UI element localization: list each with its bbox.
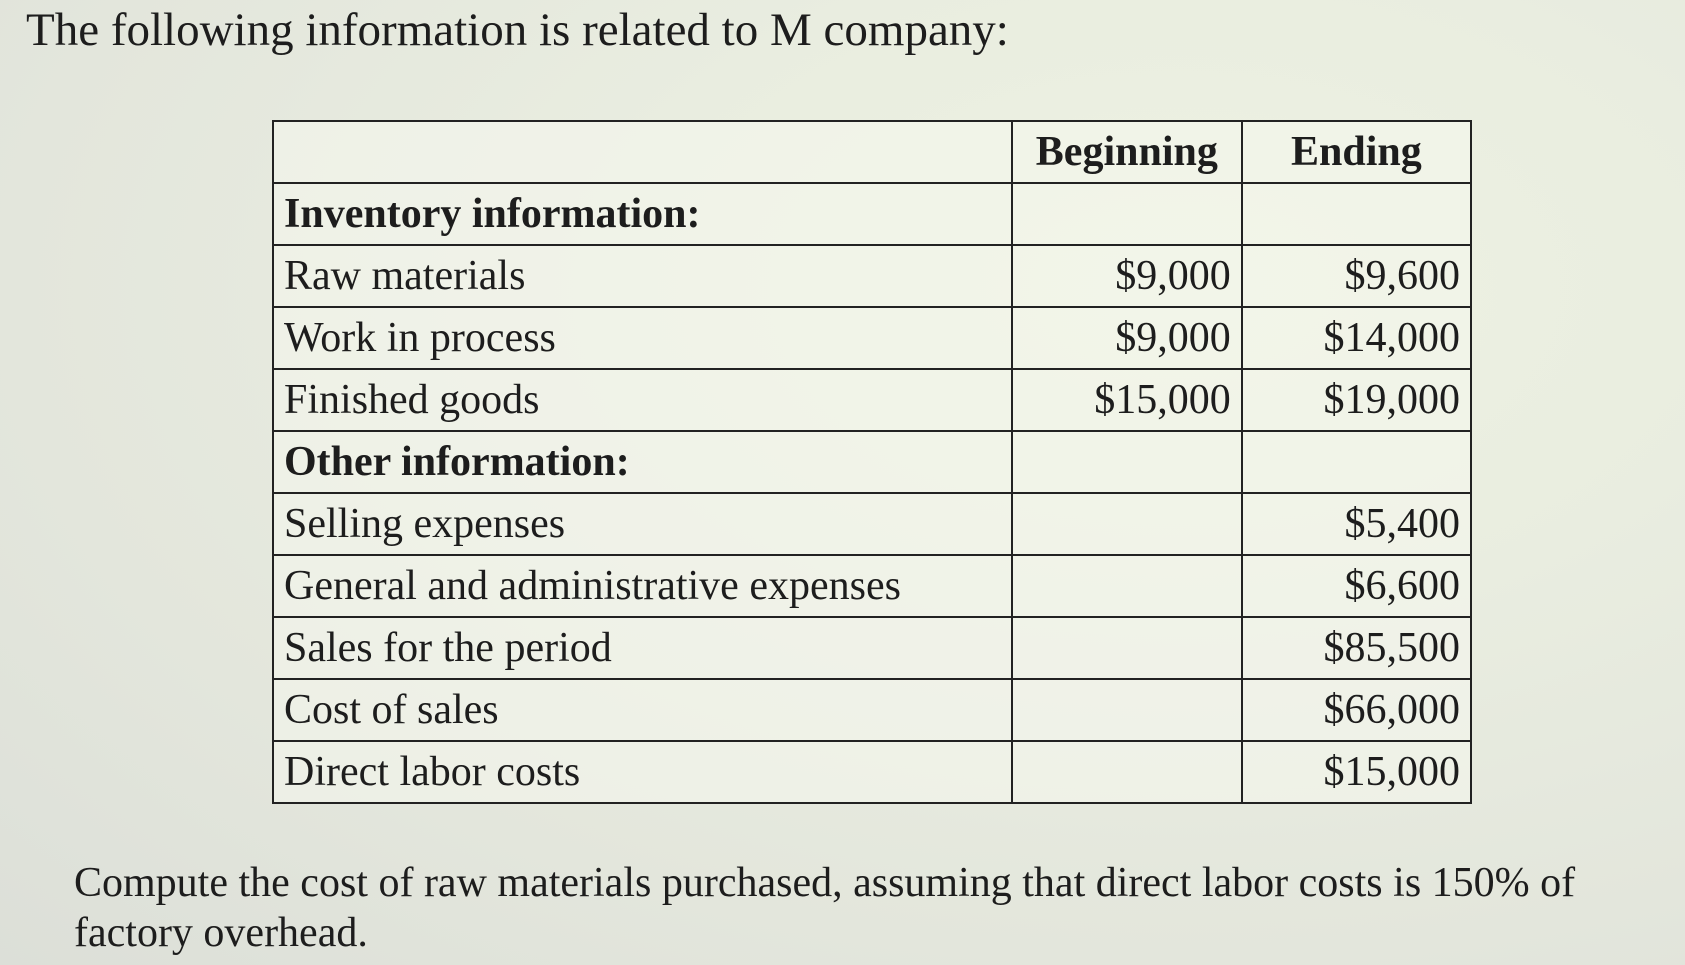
ending-value: $9,600 [1242, 245, 1471, 307]
empty-cell [1012, 431, 1242, 493]
beginning-value [1012, 741, 1242, 803]
ending-value: $14,000 [1242, 307, 1471, 369]
header-row [273, 121, 1471, 183]
question-text: Compute the cost of raw materials purchased, assuming that direct labor costs is 150% of factory overhead. [74, 860, 1576, 956]
ending-value: $85,500 [1242, 617, 1471, 679]
table-row [273, 307, 1471, 369]
table-row [273, 679, 1471, 741]
table-row [273, 617, 1471, 679]
section-row-other [273, 431, 1471, 493]
section-row-inventory [273, 183, 1471, 245]
row-label: Direct labor costs [273, 741, 1012, 803]
table-row [273, 245, 1471, 307]
ending-value: $66,000 [1242, 679, 1471, 741]
info-table-container [272, 120, 1472, 804]
ending-value: $6,600 [1242, 555, 1471, 617]
row-label: Raw materials [273, 245, 1012, 307]
row-label: General and administrative expenses [273, 555, 1012, 617]
row-label: Selling expenses [273, 493, 1012, 555]
ending-value: $19,000 [1242, 369, 1471, 431]
row-label: Cost of sales [273, 679, 1012, 741]
section-label-inventory: Inventory information: [273, 183, 1012, 245]
beginning-value: $9,000 [1012, 245, 1242, 307]
row-label: Finished goods [273, 369, 1012, 431]
beginning-value [1012, 493, 1242, 555]
beginning-value [1012, 679, 1242, 741]
beginning-value: $9,000 [1012, 307, 1242, 369]
ending-value: $5,400 [1242, 493, 1471, 555]
info-table [272, 120, 1472, 804]
empty-cell [1242, 431, 1471, 493]
row-label: Work in process [273, 307, 1012, 369]
page-title: The following information is related to M company: [26, 4, 1009, 56]
beginning-value [1012, 555, 1242, 617]
header-beginning: Beginning [1012, 121, 1242, 183]
empty-cell [1012, 183, 1242, 245]
beginning-value [1012, 617, 1242, 679]
header-blank [273, 121, 1012, 183]
beginning-value: $15,000 [1012, 369, 1242, 431]
empty-cell [1242, 183, 1471, 245]
ending-value: $15,000 [1242, 741, 1471, 803]
section-label-other: Other information: [273, 431, 1012, 493]
row-label: Sales for the period [273, 617, 1012, 679]
table-row [273, 741, 1471, 803]
table-row [273, 493, 1471, 555]
table-row [273, 555, 1471, 617]
header-ending: Ending [1242, 121, 1471, 183]
table-row [273, 369, 1471, 431]
